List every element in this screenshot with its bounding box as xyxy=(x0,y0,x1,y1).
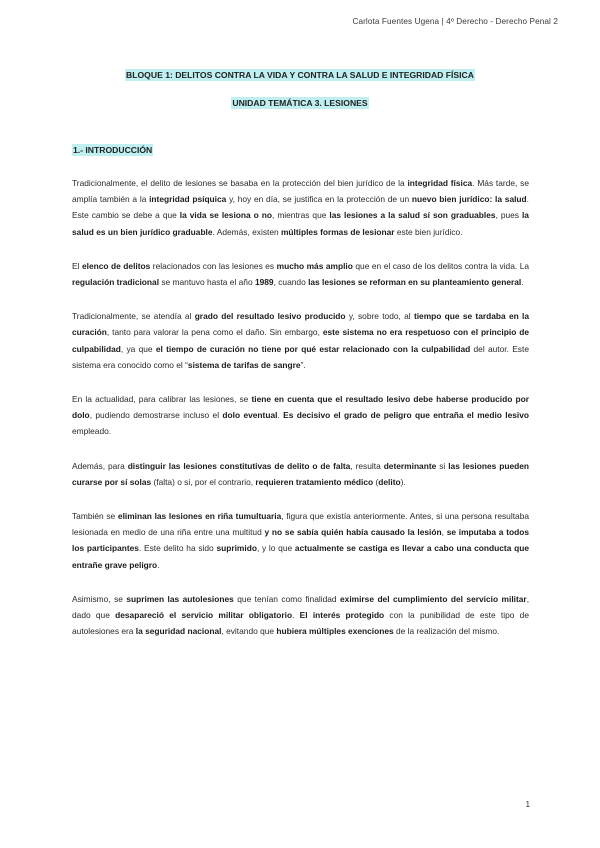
section-heading xyxy=(72,145,153,155)
section-heading-text: 1.- INTRODUCCIÓN xyxy=(73,145,153,155)
paragraph xyxy=(72,391,529,440)
paragraph xyxy=(72,308,529,373)
text-run: ”. xyxy=(300,359,306,370)
text-run: de la realización del mismo. xyxy=(393,626,500,637)
text-run: que tenían como finalidad xyxy=(233,593,340,604)
text-run: , resulta xyxy=(350,460,384,471)
bold-text-run: desapareció el servicio militar obligatorio xyxy=(115,610,293,621)
text-run: . xyxy=(292,610,300,621)
bold-text-run: las lesiones pueden curarse por sí solas xyxy=(72,460,530,487)
body-content xyxy=(72,175,529,657)
paragraph xyxy=(72,258,529,290)
bold-text-run: integridad física xyxy=(407,178,473,188)
text-run: ( xyxy=(373,476,379,487)
text-run: También se xyxy=(72,511,118,522)
unit-title-text: UNIDAD TEMÁTICA 3. LESIONES xyxy=(232,98,368,108)
bold-text-run: dolo eventual xyxy=(222,410,278,421)
bold-text-run: la vida se lesiona o no xyxy=(179,210,272,221)
text-run: si xyxy=(436,460,449,471)
text-run: . xyxy=(157,559,160,570)
text-run: . Además, existen xyxy=(212,226,281,237)
text-run: , ya que xyxy=(120,343,156,354)
bold-text-run: determinante xyxy=(383,460,437,471)
bold-text-run: elenco de delitos xyxy=(81,260,151,271)
text-run: que en el caso de los delitos contra la vida. La xyxy=(352,260,530,271)
block-title-text: BLOQUE 1: DELITOS CONTRA LA VIDA Y CONTRA LA SALUD E INTEGRIDAD FÍSICA xyxy=(126,70,474,80)
text-run: . Este cambio se debe a que xyxy=(72,194,529,221)
paragraph xyxy=(72,591,529,640)
bold-text-run: múltiples formas de lesionar xyxy=(280,226,395,237)
text-run: El xyxy=(72,260,82,271)
bold-text-run: eliminan las lesiones en riña tumultuaria xyxy=(117,511,282,522)
bold-text-run: sistema de tarifas de sangre xyxy=(187,359,301,370)
bold-text-run: la seguridad nacional xyxy=(135,626,222,637)
bold-text-run: distinguir las lesiones constitutivas de delito o de falta xyxy=(127,460,351,471)
bold-text-run: 1989 xyxy=(254,277,274,288)
bold-text-run: el tiempo de curación no tiene por qué estar relacionado con la culpabilidad xyxy=(155,343,471,354)
bold-text-run: se imputaba a todos los participantes xyxy=(72,527,529,554)
text-run: , y lo que xyxy=(256,543,295,554)
paragraph xyxy=(72,175,529,240)
bold-text-run: suprimido xyxy=(216,543,257,554)
text-run: Tradicionalmente, el delito de lesiones se basaba en la protección del bien jurídico de la xyxy=(72,178,408,188)
text-run: ). xyxy=(400,476,406,487)
text-run: Además, para xyxy=(72,460,128,471)
bold-text-run: Es decisivo el grado de peligro que entraña el medio lesivo xyxy=(283,410,529,421)
text-run: En la actualidad, para calibrar las lesiones, se xyxy=(72,394,252,405)
text-run: (falta) o si, por el contrario, xyxy=(151,476,256,487)
text-run: se mantuvo hasta el año xyxy=(159,277,255,288)
running-header: Carlota Fuentes Ugena | 4º Derecho - Derecho Penal 2 xyxy=(352,17,558,26)
paragraph xyxy=(72,458,529,490)
bold-text-run: suprimen las autolesiones xyxy=(126,593,234,604)
bold-text-run: eximirse del cumplimiento del servicio militar xyxy=(340,593,527,604)
text-run: , pudiendo demostrarse incluso el xyxy=(89,410,223,421)
paragraph xyxy=(72,508,529,573)
bold-text-run: grado del resultado lesivo producido xyxy=(194,311,346,322)
text-run: , tanto para valorar la pena como el daño. Sin embargo, xyxy=(106,327,323,338)
bold-text-run: El interés protegido xyxy=(299,610,385,621)
text-run: Asimismo, se xyxy=(72,593,127,604)
bold-text-run: delito xyxy=(378,476,401,487)
text-run: , pues xyxy=(495,210,522,221)
text-run: , figura que existía anteriormente. Antes, si una persona resultaba lesionada en medio de una riña entre una multitud xyxy=(72,511,530,538)
text-run: . Este delito ha sido xyxy=(138,543,217,554)
bold-text-run: actualmente se castiga es llevar a cabo una conducta que entrañe grave peligro xyxy=(72,543,530,570)
bold-text-run: la salud es un bien jurídico graduable xyxy=(72,210,529,237)
bold-text-run: tiempo que se tardaba en la curación xyxy=(72,311,529,338)
text-run: y, hoy en día, se justifica en la protección de un xyxy=(226,194,412,205)
text-run: . Más tarde, se amplía también a la xyxy=(72,178,529,205)
bold-text-run: mucho más amplio xyxy=(276,260,353,271)
bold-text-run: requieren tratamiento médico xyxy=(255,476,374,487)
bold-text-run: integridad psíquica xyxy=(149,194,227,205)
text-run: este bien jurídico. xyxy=(394,226,463,237)
block-title xyxy=(0,70,600,80)
bold-text-run: las lesiones se reforman en su planteamiento general xyxy=(308,277,522,288)
bold-text-run: las lesiones a la salud sí son graduables xyxy=(329,210,496,221)
bold-text-run: tiene en cuenta que el resultado lesivo debe haberse producido por dolo xyxy=(72,394,529,421)
text-run: . xyxy=(277,410,284,421)
text-run: del autor. Este sistema era conocido como el “ xyxy=(72,343,529,370)
page-number: 1 xyxy=(525,800,530,809)
unit-title xyxy=(0,98,600,108)
text-run: Tradicionalmente, se atendía al xyxy=(72,311,195,322)
text-run: , xyxy=(441,527,447,538)
bold-text-run: este sistema no era respetuoso con el principio de culpabilidad xyxy=(72,327,529,354)
text-run: relacionados con las lesiones es xyxy=(150,260,277,271)
text-run: con la punibilidad de este tipo de autolesiones era xyxy=(72,610,529,637)
bold-text-run: hubiera múltiples exenciones xyxy=(276,626,394,637)
text-run: , evitando que xyxy=(221,626,277,637)
bold-text-run: y no se sabía quién había causado la lesión xyxy=(264,527,442,538)
bold-text-run: regulación tradicional xyxy=(72,277,160,288)
text-run: y, sobre todo, al xyxy=(345,311,414,322)
text-run: . xyxy=(521,277,524,288)
text-run: , cuando xyxy=(273,277,309,288)
bold-text-run: nuevo bien jurídico: la salud xyxy=(411,194,527,205)
text-run: , dado que xyxy=(72,593,530,621)
text-run: empleado. xyxy=(72,426,112,437)
text-run: , mientras que xyxy=(272,210,330,221)
